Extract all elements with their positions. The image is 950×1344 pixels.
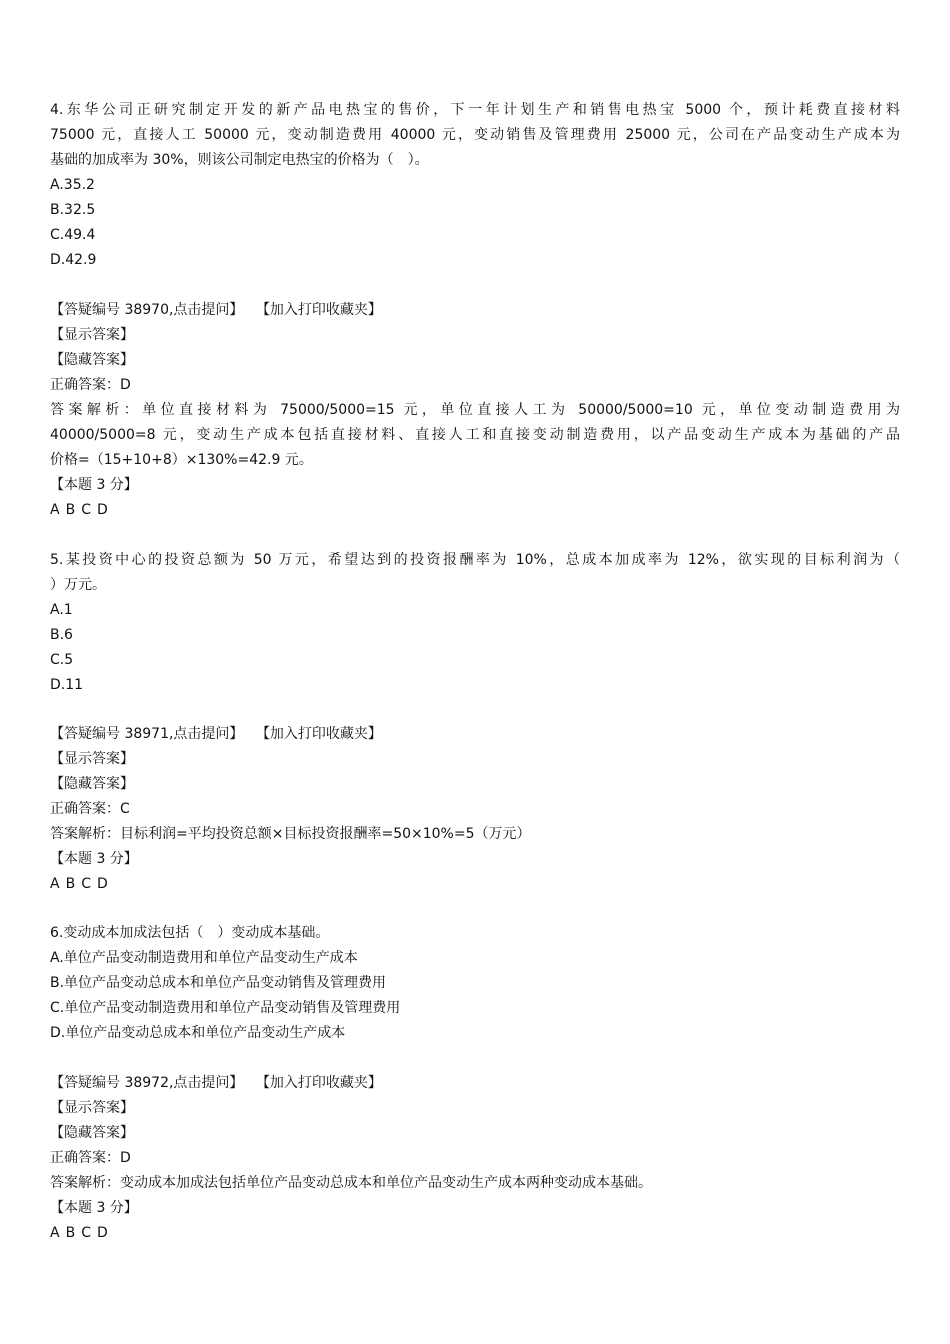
add-print-favorites-link[interactable]: 【加入打印收藏夹】 bbox=[255, 302, 382, 318]
question-stem-line: ）万元。 bbox=[50, 577, 106, 593]
question-actions bbox=[50, 1071, 900, 1096]
correct-answer: 正确答案：C bbox=[50, 801, 130, 817]
question-score: 【本题 3 分】 bbox=[50, 1200, 138, 1216]
show-answer-link[interactable]: 【显示答案】 bbox=[50, 1100, 134, 1116]
question-score: 【本题 3 分】 bbox=[50, 851, 138, 867]
choice-c[interactable]: C bbox=[81, 876, 91, 892]
option-a: A.单位产品变动制造费用和单位产品变动生产成本 bbox=[50, 950, 358, 966]
answer-analysis-line: 40000/5000=8 元，变动生产成本包括直接材料、直接人工和直接变动制造费用，以产品变动生产成本为基础的产品 bbox=[50, 427, 900, 443]
question-score: 【本题 3 分】 bbox=[50, 477, 138, 493]
hide-answer-link[interactable]: 【隐藏答案】 bbox=[50, 352, 134, 368]
option-d: D.11 bbox=[50, 677, 84, 693]
hide-answer-link[interactable]: 【隐藏答案】 bbox=[50, 776, 134, 792]
question-stem-line: 基础的加成率为 30%，则该公司制定电热宝的价格为（ ）。 bbox=[50, 152, 429, 168]
question-actions bbox=[50, 722, 900, 747]
question-stem-line: 6.变动成本加成法包括（ ）变动成本基础。 bbox=[50, 925, 330, 941]
choice-a[interactable]: A bbox=[50, 876, 60, 892]
show-answer-link[interactable]: 【显示答案】 bbox=[50, 751, 134, 767]
answer-analysis-line: 答案解析：变动成本加成法包括单位产品变动总成本和单位产品变动生产成本两种变动成本基础。 bbox=[50, 1175, 652, 1191]
ask-question-link[interactable]: 【答疑编号 38971,点击提问】 bbox=[50, 726, 244, 742]
choice-c[interactable]: C bbox=[81, 502, 91, 518]
choice-a[interactable]: A bbox=[50, 1225, 60, 1241]
choice-d[interactable]: D bbox=[96, 876, 108, 892]
choice-d[interactable]: D bbox=[96, 1225, 108, 1241]
correct-answer: 正确答案：D bbox=[50, 377, 131, 393]
answer-analysis-line: 答案解析：目标利润=平均投资总额×目标投资报酬率=50×10%=5（万元） bbox=[50, 826, 531, 842]
show-answer-link[interactable]: 【显示答案】 bbox=[50, 327, 134, 343]
question-stem-line: 75000 元，直接人工 50000 元，变动制造费用 40000 元，变动销售及管理费用 25000 元，公司在产品变动生产成本为 bbox=[50, 127, 900, 143]
ask-question-link[interactable]: 【答疑编号 38970,点击提问】 bbox=[50, 302, 244, 318]
choice-c[interactable]: C bbox=[81, 1225, 91, 1241]
question-stem-line: 4.东华公司正研究制定开发的新产品电热宝的售价，下一年计划生产和销售电热宝 5000 个，预计耗费直接材料 bbox=[50, 102, 900, 118]
hide-answer-link[interactable]: 【隐藏答案】 bbox=[50, 1125, 134, 1141]
choice-b[interactable]: B bbox=[65, 502, 76, 518]
option-a: A.35.2 bbox=[50, 177, 95, 193]
choice-b[interactable]: B bbox=[65, 1225, 76, 1241]
question-stem-line: 5.某投资中心的投资总额为 50 万元，希望达到的投资报酬率为 10%，总成本加成率为 12%，欲实现的目标利润为（ bbox=[50, 552, 900, 568]
add-print-favorites-link[interactable]: 【加入打印收藏夹】 bbox=[255, 1075, 382, 1091]
option-b: B.32.5 bbox=[50, 202, 96, 218]
correct-answer: 正确答案：D bbox=[50, 1150, 131, 1166]
option-a: A.1 bbox=[50, 602, 73, 618]
option-c: C.49.4 bbox=[50, 227, 96, 243]
option-c: C.单位产品变动制造费用和单位产品变动销售及管理费用 bbox=[50, 1000, 401, 1016]
choice-a[interactable]: A bbox=[50, 502, 60, 518]
option-c: C.5 bbox=[50, 652, 74, 668]
question-actions bbox=[50, 298, 900, 323]
option-d: D.42.9 bbox=[50, 252, 97, 268]
choice-letters bbox=[50, 1221, 114, 1246]
choice-letters bbox=[50, 498, 114, 523]
option-b: B.单位产品变动总成本和单位产品变动销售及管理费用 bbox=[50, 975, 387, 991]
ask-question-link[interactable]: 【答疑编号 38972,点击提问】 bbox=[50, 1075, 244, 1091]
answer-analysis-line: 答案解析：单位直接材料为 75000/5000=15 元，单位直接人工为 50000/5000=10 元，单位变动制造费用为 bbox=[50, 402, 900, 418]
choice-d[interactable]: D bbox=[96, 502, 108, 518]
option-b: B.6 bbox=[50, 627, 73, 643]
add-print-favorites-link[interactable]: 【加入打印收藏夹】 bbox=[255, 726, 382, 742]
answer-analysis-line: 价格=（15+10+8）×130%=42.9 元。 bbox=[50, 452, 313, 468]
choice-letters bbox=[50, 872, 114, 897]
option-d: D.单位产品变动总成本和单位产品变动生产成本 bbox=[50, 1025, 346, 1041]
choice-b[interactable]: B bbox=[65, 876, 76, 892]
